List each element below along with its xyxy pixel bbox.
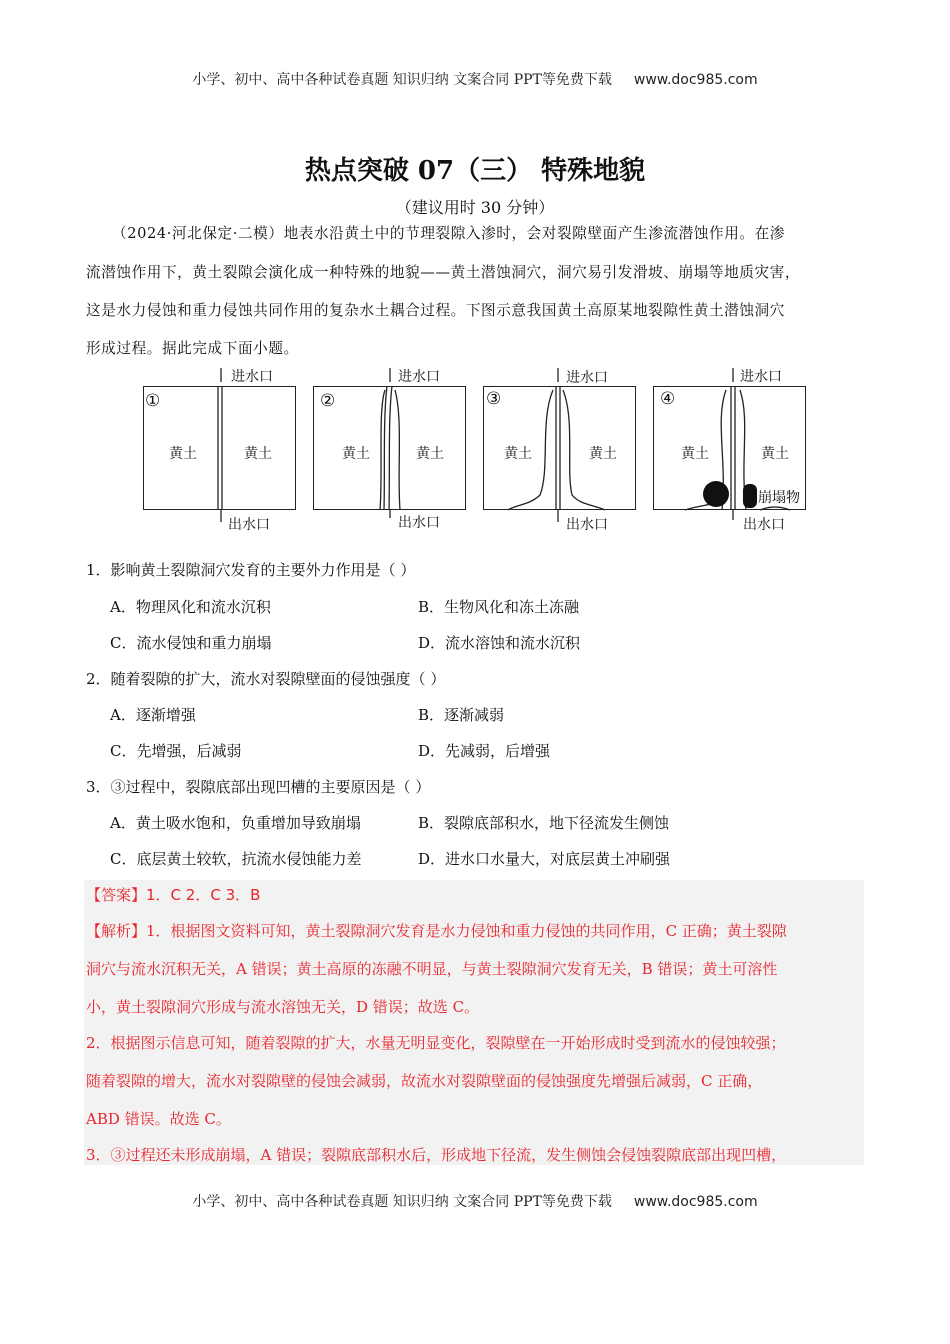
soil-label: 黄土 [244,446,272,462]
answer-line [86,884,260,905]
question-stem: 3．③过程中，裂隙底部出现凹槽的主要原因是（ ） [86,778,431,796]
option: A．物理风化和流水沉积 [110,598,271,616]
outlet-label: 出水口 [228,517,270,533]
analysis-label: 【解析】 [86,922,147,940]
intro-line: 形成过程。据此完成下面小题。 [86,340,299,357]
debris-shapes [703,481,757,508]
panel-number: ④ [660,389,676,409]
inlet-label: 进水口 [740,369,782,385]
inlet-label: 进水口 [231,369,273,385]
soil-label: 黄土 [504,446,532,462]
debris-label: 崩塌物 [758,490,800,506]
page-subtitle: （建议用时 30 分钟） [395,198,555,217]
outlet-label: 出水口 [566,517,608,533]
panel-number: ① [145,391,161,411]
question-stem: 1．影响黄土裂隙洞穴发育的主要外力作用是（ ） [86,561,416,579]
option: B．逐渐减弱 [418,706,505,724]
analysis-line: 随着裂隙的增大，流水对裂隙壁的侵蚀会减弱，故流水对裂隙壁面的侵蚀强度先增强后减弱，C 正确， [86,1072,763,1090]
diagram-fissures [0,360,950,540]
option: A．黄土吸水饱和，负重增加导致崩塌 [110,814,361,832]
option: D．流水溶蚀和流水沉积 [418,634,581,652]
soil-label: 黄土 [589,446,617,462]
soil-label: 黄土 [681,446,709,462]
footer-url[interactable]: www.doc985.com [633,1194,758,1210]
intro-line: （2024·河北保定·二模）地表水沿黄土中的节理裂隙入渗时，会对裂隙壁面产生渗流潜蚀作用。在渗 [112,225,785,242]
panel-number: ② [320,391,336,411]
inlet-label: 进水口 [398,369,440,385]
option: A．逐渐增强 [110,706,196,724]
footer-text: 小学、初中、高中各种试卷真题 知识归纳 文案合同 PPT等免费下载 [192,1194,612,1210]
analysis-line: 洞穴与流水沉积无关，A 错误；黄土高原的冻融不明显，与黄土裂隙洞穴发育无关，B 错误；黄土可溶性 [86,960,778,978]
analysis-text: 1．根据图文资料可知，黄土裂隙洞穴发育是水力侵蚀和重力侵蚀的共同作用，C 正确；黄土裂隙 [146,922,787,940]
analysis-line [86,920,787,941]
answer-text: 1．C 2．C 3．B [146,886,261,904]
page-header [0,69,950,89]
page-footer [0,1191,950,1211]
inlet-label: 进水口 [566,370,608,386]
intro-line: 流潜蚀作用下，黄土裂隙会演化成一种特殊的地貌——黄土潜蚀洞穴，洞穴易引发滑坡、崩塌等地质灾害， [86,264,801,281]
panel-number: ③ [486,389,502,409]
question-stem: 2．随着裂隙的扩大，流水对裂隙壁面的侵蚀强度（ ） [86,670,446,688]
analysis-line: ABD 错误。故选 C。 [86,1110,231,1128]
option: C．先增强，后减弱 [110,742,242,760]
soil-label: 黄土 [169,446,197,462]
option: D．先减弱，后增强 [418,742,551,760]
soil-label: 黄土 [342,446,370,462]
analysis-line: 3．③过程还未形成崩塌，A 错误；裂隙底部积水后，形成地下径流，发生侧蚀会侵蚀裂隙底部出现凹槽， [86,1146,787,1164]
option: B．裂隙底部积水，地下径流发生侧蚀 [418,814,670,832]
outlet-label: 出水口 [398,515,440,531]
option: C．底层黄土较软，抗流水侵蚀能力差 [110,850,362,868]
header-url[interactable]: www.doc985.com [633,72,758,88]
answer-label: 【答案】 [86,886,147,904]
outlet-label: 出水口 [743,517,785,533]
intro-line: 这是水力侵蚀和重力侵蚀共同作用的复杂水土耦合过程。下图示意我国黄土高原某地裂隙性黄土潜蚀洞穴 [86,302,785,319]
soil-label: 黄土 [761,446,789,462]
option: B．生物风化和冻土冻融 [418,598,580,616]
soil-label: 黄土 [416,446,444,462]
analysis-line: 小，黄土裂隙洞穴形成与流水溶蚀无关，D 错误；故选 C。 [86,998,480,1016]
header-text: 小学、初中、高中各种试卷真题 知识归纳 文案合同 PPT等免费下载 [192,72,612,88]
page-title: 热点突破 07（三） 特殊地貌 [304,156,646,186]
analysis-line: 2．根据图示信息可知，随着裂隙的扩大，水量无明显变化，裂隙壁在一开始形成时受到流水的侵蚀较强； [86,1034,786,1052]
option: D．进水口水量大，对底层黄土冲刷强 [418,850,671,868]
option: C．流水侵蚀和重力崩塌 [110,634,272,652]
